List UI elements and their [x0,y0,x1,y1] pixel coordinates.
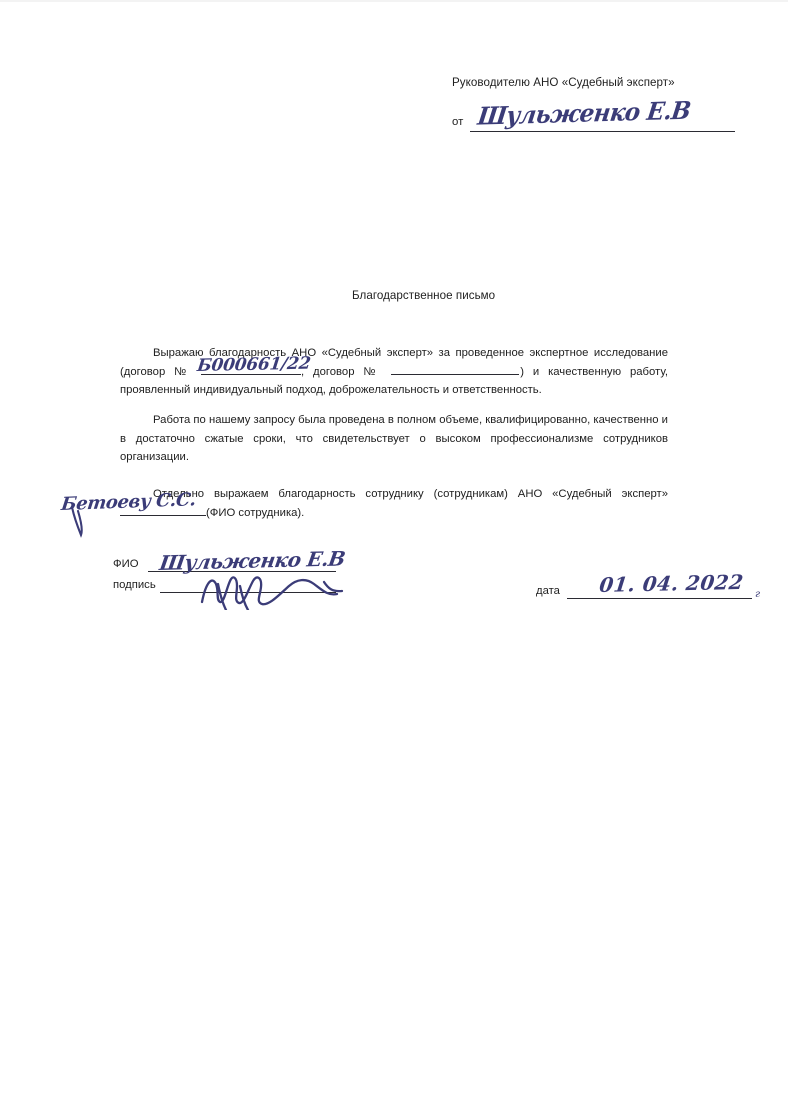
second-contract-number-field[interactable] [391,363,519,375]
paragraph-3-part-a: Отдельно выражаем благодарность сотруднику (сотрудникам) АНО «Судебный эксперт» [153,488,668,500]
from-label: от [452,116,464,128]
handwritten-contract-number: Б000661/22 [196,353,312,376]
handwritten-signature-mark [196,572,356,610]
page-title: Благодарственное письмо [352,289,496,302]
paragraph-quality [120,411,668,467]
fio-label: ФИО [113,558,139,570]
paragraph-1-part-c: ) и качественную работу, проявленный индивидуальный подход, доброжелательность и ответственность. [120,365,668,397]
handwritten-date-suffix: г [755,589,761,600]
paragraph-1-part-b: , договор № [300,365,391,378]
date-label: дата [536,585,560,597]
signature-underline[interactable] [160,592,336,593]
paragraph-3-part-b: (ФИО сотрудника). [206,506,305,519]
signature-label: подпись [113,579,156,591]
from-underline [470,131,735,132]
paragraph-employee-thanks [120,485,668,522]
addressee-line: Руководителю АНО «Судебный эксперт» [452,76,675,89]
handwritten-employee-name: Бетоеву С.С. [60,489,198,515]
paragraph-1-part-a: Выражаю благодарность АНО «Судебный эксперт» за проведенное экспертное исследование (договор № [120,347,668,378]
date-underline[interactable] [567,598,752,599]
paragraph-2-text: Работа по нашему запросу была проведена в полном объеме, квалифицированно, качественно и в достаточно сжатые сроки, что свидетельствует о высоком профессионализме сотрудников организации. [120,414,668,464]
handwritten-from-name: Шульженко Е.В [476,96,693,131]
handwritten-signer-fio: Шульженко Е.В [158,546,347,575]
handwritten-date: 01. 04. 2022 [598,569,745,597]
